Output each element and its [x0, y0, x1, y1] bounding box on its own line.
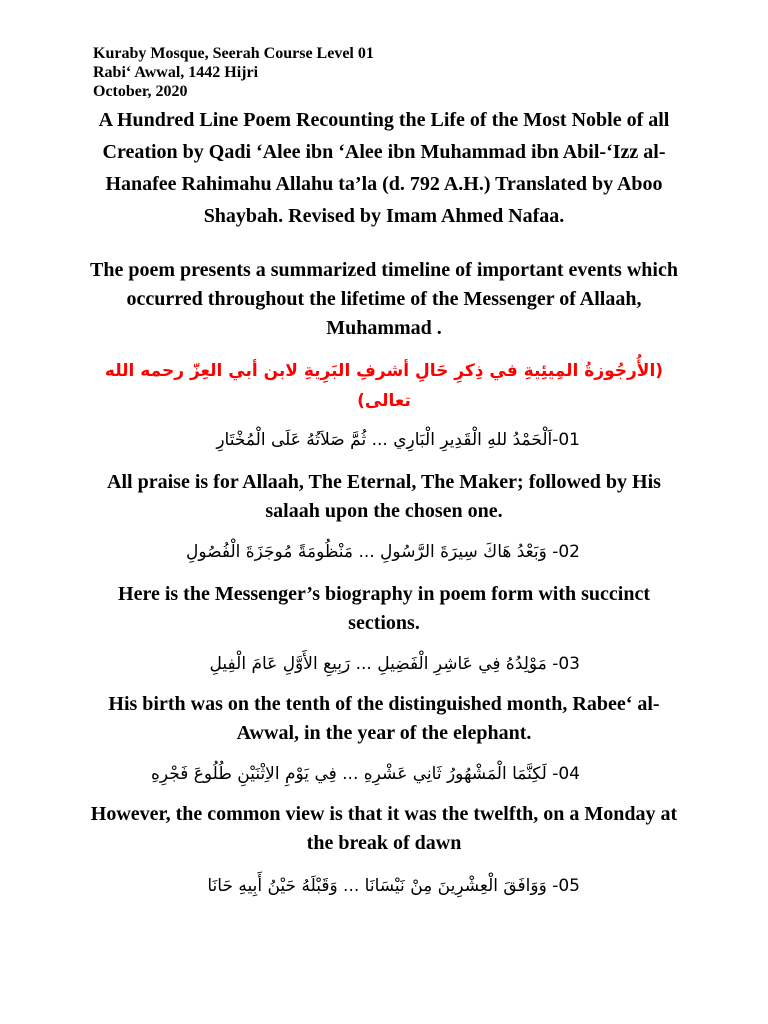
verse-01-arabic: 01-اَلْحَمْدُ للهِ الْقَدِيرِ الْبَارِي ... ثُمَّ صَلاَتُهُ عَلَى الْمُخْتَارِ — [216, 430, 580, 450]
intro-paragraph: The poem presents a summarized timeline of important events which occurred throughout the lifetime of the Messenger of Allaah, Muhammad . — [90, 259, 678, 339]
verse-03-translation: His birth was on the tenth of the distinguished month, Rabee‘ al-Awwal, in the year of the elephant. — [108, 693, 660, 744]
document-title: A Hundred Line Poem Recounting the Life of the Most Noble of all Creation by Qadi ‘Alee ibn ‘Alee ibn Muhammad ibn Abil-‘Izz al-Hanafee Rahimahu Allahu ta’la (d. 792 A.H.) Translated by Aboo Shaybah. Revised by Imam Ahmed Nafaa. — [98, 109, 670, 227]
verse-02-arabic: 02- وَبَعْدُ هَاكَ سِيرَةَ الرَّسُولِ ... مَنْظُومَةً مُوجَزَةَ الْفُصُولِ — [185, 542, 580, 562]
gregorian-date: October, 2020 — [93, 83, 188, 100]
course-name: Kuraby Mosque, Seerah Course Level 01 — [93, 45, 374, 62]
verse-03-arabic: 03- مَوْلِدُهُ فِي عَاشِرِ الْفَضِيلِ ... رَبِيعِ الأَوَّلِ عَامَ الْفِيلِ — [209, 654, 580, 674]
hijri-date: Rabi‘ Awwal, 1442 Hijri — [93, 64, 259, 81]
verse-01-translation: All praise is for Allaah, The Eternal, The Maker; followed by His salaah upon the chosen one. — [107, 471, 661, 522]
verse-05-arabic: 05- وَوَافَقَ الْعِشْرِينَ مِنْ نَيْسَانَا ... وَقَبْلَهُ حَيْنُ أَبِيهِ حَانَا — [207, 876, 580, 896]
arabic-poem-heading: (الأُرجُوزةُ المِيئِيةِ في ذِكرِ حَالِ أشرفِ البَرِيةِ لابن أبي العِزّ رحمه الله تعالى) — [104, 361, 664, 411]
verse-02-translation: Here is the Messenger’s biography in poem form with succinct sections. — [118, 583, 650, 634]
verse-04-translation: However, the common view is that it was the twelfth, on a Monday at the break of dawn — [90, 803, 678, 854]
verse-04-arabic: 04- لَكِنَّمَا الْمَشْهُورُ ثَانِي عَشْرِهِ ... فِي يَوْمِ الاِثْنَيْنِ طُلُوعَ فَجْرِهِ — [150, 764, 580, 784]
course-header — [93, 44, 374, 101]
